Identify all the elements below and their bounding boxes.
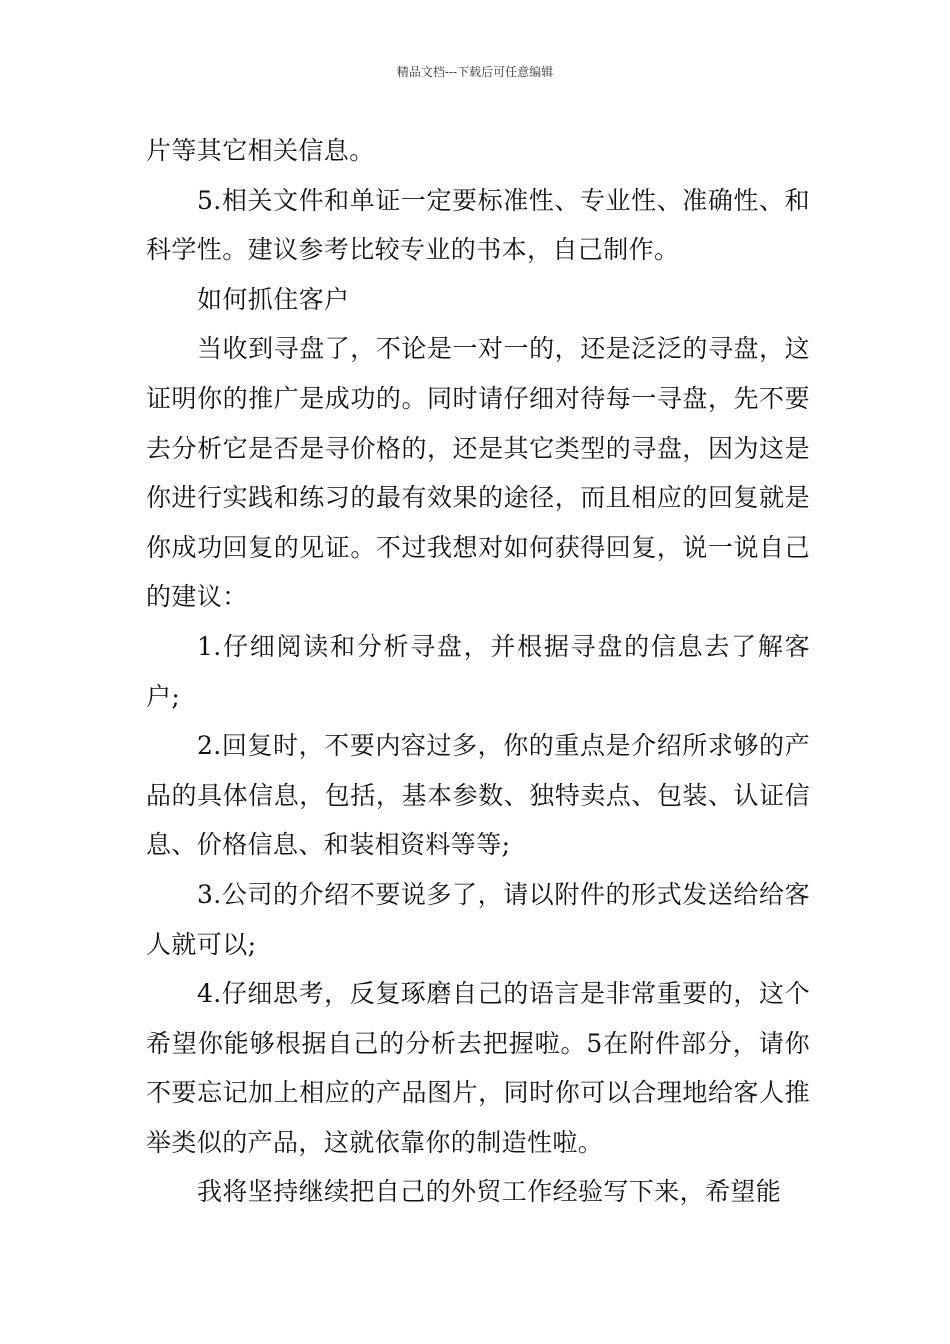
paragraph-item-3: 3.公司的介绍不要说多了，请以附件的形式发送给给客人就可以;: [146, 879, 810, 959]
paragraph-item-1: 1.仔细阅读和分析寻盘，并根据寻盘的信息去了解客户;: [146, 631, 810, 711]
document-body: [146, 126, 810, 1217]
section-heading: 如何抓住客户: [197, 284, 350, 314]
paragraph-item-2: 2.回复时，不要内容过多，你的重点是介绍所求够的产品的具体信息，包括，基本参数、独特卖点、包装、认证信息、价格信息、和装相资料等等;: [146, 731, 810, 860]
paragraph-closing: 我将坚持继续把自己的外贸工作经验写下来，希望能: [197, 1177, 782, 1207]
paragraph-item-5: 5.相关文件和单证一定要标准性、专业性、准确性、和科学性。建议参考比较专业的书本，自己制作。: [146, 185, 810, 265]
paragraph-continuation: 片等其它相关信息。: [146, 136, 375, 165]
page-header: 精品文档---下载后可任意编辑: [396, 65, 554, 79]
paragraph-item-4: 4.仔细思考，反复琢磨自己的语言是非常重要的，这个希望你能够根据自己的分析去把握啦。5在附件部分，请你不要忘记加上相应的产品图片，同时你可以合理地给客人推举类似的产品，这就依靠你的制造性啦。: [146, 979, 810, 1157]
paragraph-intro: 当收到寻盘了，不论是一对一的，还是泛泛的寻盘，这证明你的推广是成功的。同时请仔细对待每一寻盘，先不要去分析它是否是寻价格的，还是其它类型的寻盘，因为这是你进行实践和练习的最有效果的途径，而且相应的回复就是你成功回复的见证。不过我想对如何获得回复，说一说自己的建议：: [146, 334, 810, 612]
